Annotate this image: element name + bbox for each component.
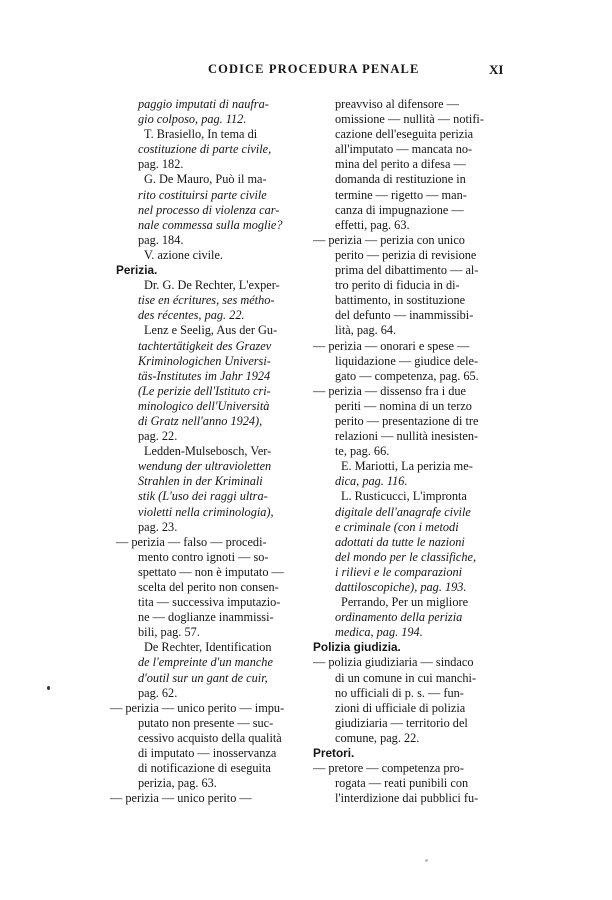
- text-line: gio colposo, pag. 112.: [138, 112, 247, 127]
- text-line: Strahlen in der Kriminali: [138, 474, 263, 489]
- left-column: [110, 97, 306, 806]
- text-line: Lenz e Seelig, Aus der Gu-: [144, 323, 278, 338]
- text-line: stik (L'uso dei raggi ultra-: [138, 489, 268, 504]
- text-line: putato non presente — suc-: [138, 715, 274, 730]
- section-heading: Pretori.: [313, 746, 355, 761]
- text-line: — perizia — dissenso fra i due: [313, 383, 466, 398]
- text-line: te, pag. 66.: [335, 444, 390, 459]
- text-line: paggio imputati di naufra-: [138, 97, 269, 111]
- text-line: perito — perizia di revisione: [335, 247, 477, 262]
- text-line: Kriminologichen Universi-: [138, 353, 271, 368]
- text-line: gato — competenza, pag. 65.: [335, 368, 479, 383]
- text-line: perito — presentazione di tre: [335, 413, 479, 428]
- text-line: tita — successiva imputazio-: [138, 595, 281, 610]
- text-line: canza di impugnazione —: [335, 202, 464, 217]
- text-line: domanda di restituzione in: [335, 172, 466, 187]
- text-line: mina del perito a difesa —: [335, 157, 466, 172]
- text-line: V. azione civile.: [144, 247, 223, 262]
- text-line: del defunto — inammissibi-: [335, 308, 474, 323]
- text-line: wendung der ultravioletten: [138, 459, 272, 474]
- text-line: des récentes, pag. 22.: [138, 308, 245, 323]
- text-line: tachtertätigkeit des Grazev: [138, 338, 272, 353]
- ink-speck: [47, 686, 50, 690]
- text-line: L. Rusticucci, L'impronta: [341, 489, 467, 504]
- text-line: battimento, in sostituzione: [335, 293, 466, 308]
- ink-speck: [425, 859, 428, 862]
- text-line: d'outil sur un gant de cuir,: [138, 670, 268, 685]
- text-line: Ledden-Mulsebosch, Ver-: [144, 444, 272, 459]
- text-line: — perizia — unico perito —: [110, 791, 252, 806]
- text-line: ne — doglianze inammissi-: [138, 610, 274, 625]
- text-line: tro perito di fiducia in di-: [335, 278, 460, 293]
- text-line: nale commessa sulla moglie?: [138, 217, 283, 232]
- text-line: — perizia — unico perito — impu-: [110, 700, 285, 715]
- text-line: pag. 23.: [138, 519, 178, 534]
- text-line: tise en écritures, ses métho-: [138, 293, 275, 308]
- text-line: (Le perizie dell'Istituto cri-: [138, 383, 271, 398]
- text-line: di Gratz nell'anno 1924),: [138, 413, 263, 428]
- text-line: preavviso al difensore —: [335, 97, 459, 111]
- text-line: ordinamento della perizia: [335, 610, 463, 625]
- text-line: di imputato — inosservanza: [138, 746, 277, 761]
- text-line: i rilievi e le comparazioni: [335, 564, 463, 579]
- text-line: spettato — non è imputato —: [138, 564, 284, 579]
- text-line: lità, pag. 64.: [335, 323, 397, 338]
- text-line: dattiloscopiche), pag. 193.: [335, 580, 467, 594]
- text-line: omissione — nullità — notifi-: [335, 112, 484, 127]
- text-line: pag. 62.: [138, 685, 178, 700]
- text-line: l'interdizione dai pubblici fu-: [335, 791, 479, 806]
- text-line: rito costituirsi parte civile: [138, 187, 267, 202]
- text-line: all'imputato — mancata no-: [335, 142, 473, 157]
- text-line: no ufficiali di p. s. — fun-: [335, 685, 464, 700]
- text-line: Dr. G. De Rechter, L'exper-: [144, 278, 280, 293]
- text-line: rogata — reati punibili con: [335, 776, 469, 791]
- section-heading: Perizia.: [116, 263, 158, 278]
- text-line: pag. 22.: [138, 429, 178, 444]
- text-line: cessivo acquisto della qualità: [138, 730, 282, 745]
- text-line: e criminale (con i metodi: [335, 519, 459, 534]
- right-column: [307, 97, 503, 806]
- text-line: — perizia — falso — procedi-: [116, 534, 267, 549]
- text-line: dica, pag. 116.: [335, 474, 408, 489]
- running-title: CODICE PROCEDURA PENALE: [208, 62, 420, 76]
- text-line: G. De Mauro, Può il ma-: [144, 172, 267, 187]
- text-line: — perizia — perizia con unico: [313, 232, 465, 247]
- text-line: bili, pag. 57.: [138, 625, 200, 640]
- text-line: cazione dell'eseguita perizia: [335, 127, 474, 142]
- text-line: mento contro ignoti — so-: [138, 549, 269, 564]
- text-line: giudiziaria — territorio del: [335, 715, 468, 730]
- text-line: pag. 184.: [138, 232, 184, 247]
- text-line: violetti nella criminologia),: [138, 504, 274, 519]
- text-line: — pretore — competenza pro-: [313, 761, 464, 776]
- page-number: XI: [489, 62, 504, 77]
- text-line: minologico dell'Università: [138, 398, 270, 413]
- text-line: termine — rigetto — man-: [335, 187, 467, 202]
- text-line: zioni di ufficiale di polizia: [335, 700, 466, 715]
- text-line: effetti, pag. 63.: [335, 217, 410, 232]
- page-header: [0, 62, 612, 82]
- text-line: — perizia — onorari e spese —: [313, 338, 470, 353]
- text-line: T. Brasiello, In tema di: [144, 127, 258, 142]
- text-line: comune, pag. 22.: [335, 730, 420, 745]
- text-line: periti — nomina di un terzo: [335, 398, 472, 413]
- text-line: adottati da tutte le nazioni: [335, 534, 465, 549]
- text-line: liquidazione — giudice dele-: [335, 353, 479, 368]
- text-line: medica, pag. 194.: [335, 625, 423, 640]
- text-line: di notificazione di eseguita: [138, 761, 271, 776]
- text-line: De Rechter, Identification: [144, 640, 272, 655]
- text-line: nel processo di violenza car-: [138, 202, 280, 217]
- text-line: digitale dell'anagrafe civile: [335, 504, 471, 519]
- text-line: relazioni — nullità inesisten-: [335, 429, 479, 444]
- section-heading: Polizia giudizia.: [313, 640, 401, 655]
- text-line: pag. 182.: [138, 157, 184, 172]
- text-line: Perrando, Per un migliore: [341, 595, 469, 610]
- text-line: del mondo per le classifiche,: [335, 549, 477, 564]
- text-line: E. Mariotti, La perizia me-: [341, 459, 473, 474]
- text-line: costituzione di parte civile,: [138, 142, 272, 157]
- text-line: prima del dibattimento — al-: [335, 263, 479, 278]
- text-line: täs-Institutes im Jahr 1924: [138, 368, 271, 383]
- text-line: di un comune in cui manchi-: [335, 670, 477, 685]
- text-line: perizia, pag. 63.: [138, 776, 217, 791]
- text-line: — polizia giudiziaria — sindaco: [313, 655, 474, 670]
- text-line: de l'empreinte d'un manche: [138, 655, 273, 670]
- text-line: scelta del perito non consen-: [138, 580, 279, 594]
